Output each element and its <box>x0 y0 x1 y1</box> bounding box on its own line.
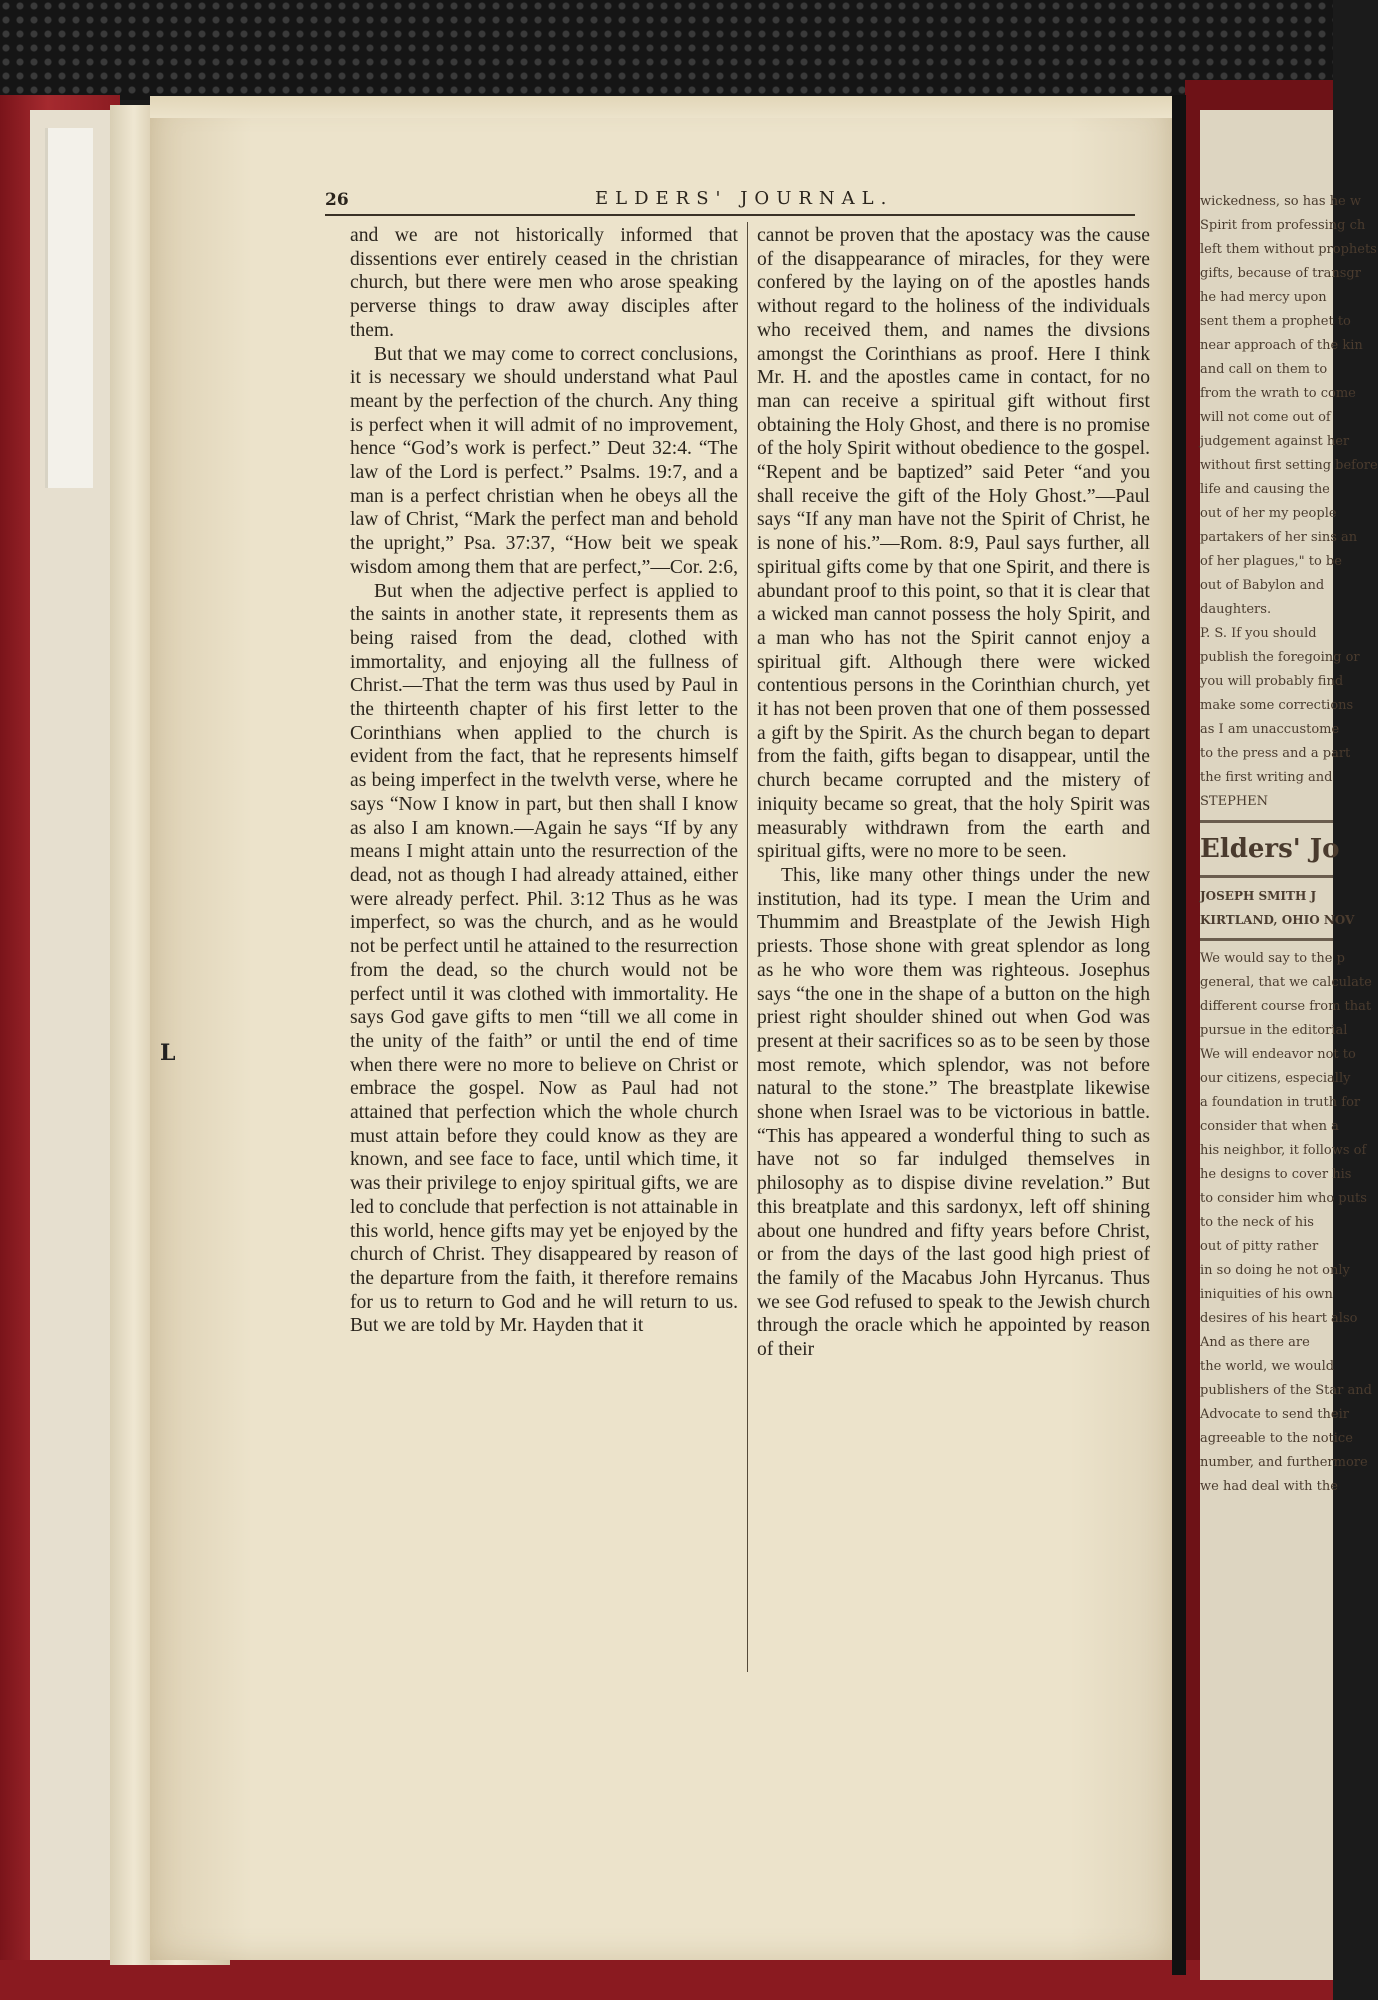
paragraph: cannot be proven that the apostacy was the cause of the disappearance of miracles, for they were confered by the laying on of the apostles hands without regard to the holiness of the individuals who received them, and names the divsions amongst the Corinthians as proof. Here I think Mr. H. and the apostles came in contact, for no man can receive a spiritual gift without first obtaining the Holy Ghost, and there is no promise of the holy Spirit without obedience to the gospel. “Repent and be baptized” said Peter “and you shall receive the gift of the Holy Ghost.”—Paul says “If any man have not the Spirit of Christ, he is none of his.”—Rom. 8:9, Paul says further, all spiritual gifts come by that one Spirit, and there is abundant proof to this point, so that it is clear that a wicked man cannot possess the holy Spirit, and a man who has not the Spirit cannot enjoy a spiritual gift. Although there were wicked contentious persons in the Corinthian church, yet it has not been proven that one of them possessed a gift by the Spirit. As the church began to depart from the faith, gifts began to disappear, until the church became corrupted and the mistery of iniquity became so great, that the holy Spirit was measurably withdrawn from the earth and spiritual gifts, were no more to be seen. <box>757 225 1150 863</box>
adjacent-page-line: left them without prophets <box>1200 242 1377 257</box>
adjacent-page-rule <box>1200 820 1333 823</box>
adjacent-page-line: to the neck of his <box>1200 1215 1314 1230</box>
running-title: ELDERS' JOURNAL. <box>595 188 894 209</box>
adjacent-page-line: of her plagues," to be <box>1200 554 1342 569</box>
adjacent-page-line: from the wrath to come <box>1200 386 1356 401</box>
adjacent-page-line: P. S. If you should <box>1200 626 1317 641</box>
paragraph: and we are not historically informed that dissentions ever entirely ceased in the christian church, but there were men who arose speaking perverse things to draw away disciples after them. <box>350 225 738 341</box>
adjacent-page-line: a foundation in truth for <box>1200 1095 1361 1110</box>
page-header <box>325 190 1145 216</box>
book-cover-bottom <box>0 1960 1333 2000</box>
paragraph: But that we may come to correct conclusions, it is necessary we should understand what Paul meant by the perfection of the church. Any thing is perfect when it will admit of no improvement, hence “God’s work is perfect.” Deut 32:4. “The law of the Lord is perfect.” Psalms. 19:7, and a man is a perfect christian when he obeys all the law of Christ, “Mark the perfect man and behold the upright,” Psa. 37:37, “How beit we speak wisdom among them that are perfect,”—Cor. 2:6, <box>350 343 738 578</box>
adjacent-page-line: out of her my people <box>1200 506 1337 521</box>
adjacent-page-rule <box>1200 938 1333 941</box>
adjacent-page-line: our citizens, especially <box>1200 1071 1351 1086</box>
adjacent-page-line: Spirit from professing ch <box>1200 218 1366 233</box>
adjacent-page-text-bottom <box>1200 947 1372 1499</box>
adjacent-page-line: without first setting before <box>1200 458 1378 473</box>
adjacent-page-line: desires of his heart also <box>1200 1311 1358 1326</box>
adjacent-page-line: in so doing he not only <box>1200 1263 1350 1278</box>
adjacent-page-line: as I am unaccustome <box>1200 722 1340 737</box>
adjacent-page-line: We would say to the p <box>1200 951 1345 966</box>
text-column-left <box>350 224 738 1674</box>
adjacent-page-line: to the press and a part <box>1200 746 1351 761</box>
adjacent-page-line: the first writing and <box>1200 770 1333 785</box>
binding-label <box>45 128 93 488</box>
book-gutter <box>1172 95 1186 1975</box>
adjacent-page-line: sent them a prophet to <box>1200 314 1351 329</box>
background-mat <box>0 0 1333 100</box>
adjacent-page-rule <box>1200 875 1333 878</box>
adjacent-page-line: And as there are <box>1200 1335 1310 1350</box>
adjacent-page-line: number, and furthermore <box>1200 1455 1368 1470</box>
adjacent-page-text-top <box>1200 110 1378 814</box>
adjacent-page-line: partakers of her sins an <box>1200 530 1358 545</box>
adjacent-page <box>1200 110 1378 1980</box>
header-rule <box>325 214 1135 216</box>
adjacent-page-line: make some corrections <box>1200 698 1354 713</box>
adjacent-page-line: general, that we calculate <box>1200 975 1372 990</box>
adjacent-page-line: consider that when a <box>1200 1119 1339 1134</box>
adjacent-page-line: he had mercy upon <box>1200 290 1327 305</box>
adjacent-page-line: to consider him who puts <box>1200 1191 1367 1206</box>
adjacent-page-line: agreeable to the notice <box>1200 1431 1353 1446</box>
adjacent-page-line: his neighbor, it follows of <box>1200 1143 1367 1158</box>
adjacent-page-line: out of Babylon and <box>1200 578 1325 593</box>
adjacent-page-line: life and causing the <box>1200 482 1330 497</box>
adjacent-page-editor: JOSEPH SMITH J <box>1200 889 1317 903</box>
page-number: 26 <box>325 190 349 210</box>
adjacent-page-line: we had deal with the <box>1200 1479 1338 1494</box>
adjacent-page-line: the world, we would <box>1200 1359 1335 1374</box>
adjacent-page-line: and call on them to <box>1200 362 1328 377</box>
adjacent-page-line: publishers of the Star and <box>1200 1383 1372 1398</box>
adjacent-page-line: judgement against her <box>1200 434 1350 449</box>
adjacent-page-line: publish the foregoing or <box>1200 650 1360 665</box>
column-divider <box>747 222 748 1672</box>
paragraph: But when the adjective perfect is applied to the saints in another state, it represents them as being raised from the dead, clothed with immortality, and enjoying all the fullness of Christ.—That the term was thus used by Paul in the thirteenth chapter of his first letter to the Corinthians when applied to the church is evident from the fact, that he represents himself as being imperfect in the twelvth verse, where he says “Now I know in part, but then shall I know as also I am known.—Again he says “If by any means I might attain unto the resurrection of the dead, not as though I had already attained, either were already perfect. Phil. 3:12 Thus as he was imperfect, so was the church, and as he would not be perfect until he attained to the resurrection from the dead, so the church would not be perfect until it was clothed with immortality. He says God gave gifts to men “till we all come in the unity of the faith” or until the end of time when there were no more to believe on Christ or embrace the gospel. Now as Paul had not attained that perfection which the whole church must attain before they could know as they are known, and see face to face, until which time, it was their privilege to enjoy spiritual gifts, we are led to conclude that perfection is not attainable in this world, hence gifts may yet be enjoyed by the church of Christ. They disappeared by reason of the departure from the faith, it therefore remains for us to return to God and he will return to us. But we are told by Mr. Hayden that it <box>350 580 738 1337</box>
adjacent-page-line: STEPHEN <box>1200 794 1269 809</box>
adjacent-page-line: you will probably find <box>1200 674 1344 689</box>
adjacent-page-line: wickedness, so has he w <box>1200 194 1362 209</box>
adjacent-page-line: will not come out of <box>1200 410 1331 425</box>
adjacent-page-line: iniquities of his own <box>1200 1287 1333 1302</box>
adjacent-page-place: KIRTLAND, OHIO NOV <box>1200 913 1355 927</box>
adjacent-page-line: daughters. <box>1200 602 1272 617</box>
adjacent-page-line: near approach of the kin <box>1200 338 1363 353</box>
adjacent-page-line: gifts, because of transgr <box>1200 266 1361 281</box>
text-column-right <box>757 224 1150 1674</box>
adjacent-page-line: different course from that <box>1200 999 1372 1014</box>
adjacent-page-line: pursue in the editorial <box>1200 1023 1348 1038</box>
adjacent-page-line: We will endeavor not to <box>1200 1047 1356 1062</box>
adjacent-page-line: Advocate to send their <box>1200 1407 1349 1422</box>
adjacent-page-line: he designs to cover his <box>1200 1167 1352 1182</box>
paragraph: This, like many other things under the new institution, had its type. I mean the Urim and Thummim and Breastplate of the Jewish High priests. Those shone with great splendor as long as he who wore them was righteous. Josephus says “the one in the shape of a button on the high priest right shoulder shined out when God was present at their sacrifices so as to be seen by those most remote, which splendor, was not before natural to the stone.” The breastplate likewise shone when Israel was to be victorious in battle. “This has appeared a wonderful thing to such as have not so far indulged themselves in philosophy as to dispise divine revelation.” But this breatplate and this sardonyx, left off shining about one hundred and fifty years before Christ, or from the days of the last good high priest of the family of the Macabus John Hyrcanus. Thus we see God refused to speak to the Jewish church through the oracle which he appointed by reason of their <box>757 864 1150 1361</box>
margin-pencil-mark: L <box>160 1040 176 1066</box>
adjacent-page-line: out of pitty rather <box>1200 1239 1319 1254</box>
adjacent-page-masthead: Elders' Jo <box>1200 834 1340 864</box>
page-top-edge <box>150 96 1172 118</box>
